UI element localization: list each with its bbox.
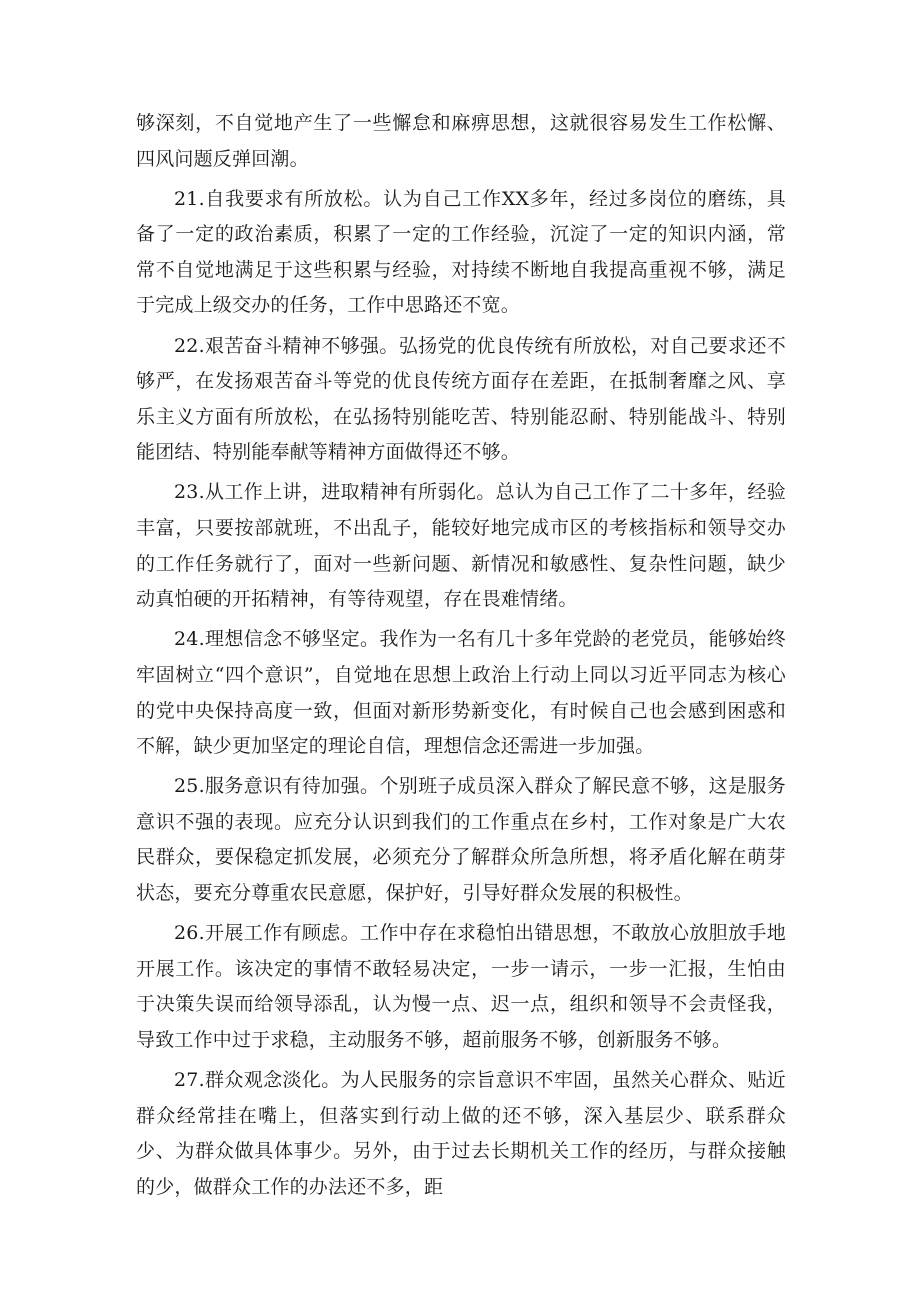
paragraph-item-25: 25.服务意识有待加强。个别班子成员深入群众了解民意不够，这是服务意识不强的表现。应充分认识到我们的工作重点在乡村，工作对象是广大农民群众，要保稳定抓发展，必须充分了解群众所急所想，将矛盾化解在萌芽状态，要充分尊重农民意愿，保护好，引导好群众发展的积极性。: [136, 775, 786, 904]
paragraph-item-22: 22.艰苦奋斗精神不够强。弘扬党的优良传统有所放松，对自己要求还不够严，在发扬艰苦奋斗等党的优良传统方面存在差距，在抵制奢靡之风、享乐主义方面有所放松，在弘扬特别能吃苦、特别能忍耐、特别能战斗、特别能团结、特别能奉献等精神方面做得还不够。: [136, 334, 786, 464]
paragraph-item-24: 24.理想信念不够坚定。我作为一名有几十多年党龄的老党员，能够始终牢固树立“四个意识”，自觉地在思想上政治上行动上同以习近平同志为核心的党中央保持高度一致，但面对新形势新变化，有时候自己也会感到困惑和不解，缺少更加坚定的理论自信，理想信念还需进一步加强。: [136, 628, 786, 758]
paragraph-item-26: 26.开展工作有顾虑。工作中存在求稳怕出错思想，不敢放心放胆放手地开展工作。该决定的事情不敢轻易决定，一步一请示，一步一汇报，生怕由于决策失误而给领导添乱，认为慢一点、迟一点，组织和领导不会责怪我，导致工作中过于求稳，主动服务不够，超前服务不够，创新服务不够。: [136, 922, 786, 1051]
paragraph-item-23: 23.从工作上讲，进取精神有所弱化。总认为自己工作了二十多年，经验丰富，只要按部就班，不出乱子，能较好地完成市区的考核指标和领导交办的工作任务就行了，面对一些新问题、新情况和敏感性、复杂性问题，缺少动真怕硬的开拓精神，有等待观望，存在畏难情绪。: [136, 481, 786, 611]
paragraph-item-27: 27.群众观念淡化。为人民服务的宗旨意识不牢固，虽然关心群众、贴近群众经常挂在嘴上，但落实到行动上做的还不够，深入基层少、联系群众少、为群众做具体事少。另外，由于过去长期机关工作的经历，与群众接触的少，做群众工作的办法还不多，距: [136, 1068, 786, 1198]
paragraph-continuation: 够深刻，不自觉地产生了一些懈怠和麻痹思想，这就很容易发生工作松懈、四风问题反弹回潮。: [136, 112, 786, 170]
paragraph-item-21: 21.自我要求有所放松。认为自己工作XX多年，经过多岗位的磨练，具备了一定的政治素质，积累了一定的工作经验，沉淀了一定的知识内涵，常常不自觉地满足于这些积累与经验，对持续不断地自我提高重视不够，满足于完成上级交办的任务，工作中思路还不宽。: [136, 187, 786, 317]
